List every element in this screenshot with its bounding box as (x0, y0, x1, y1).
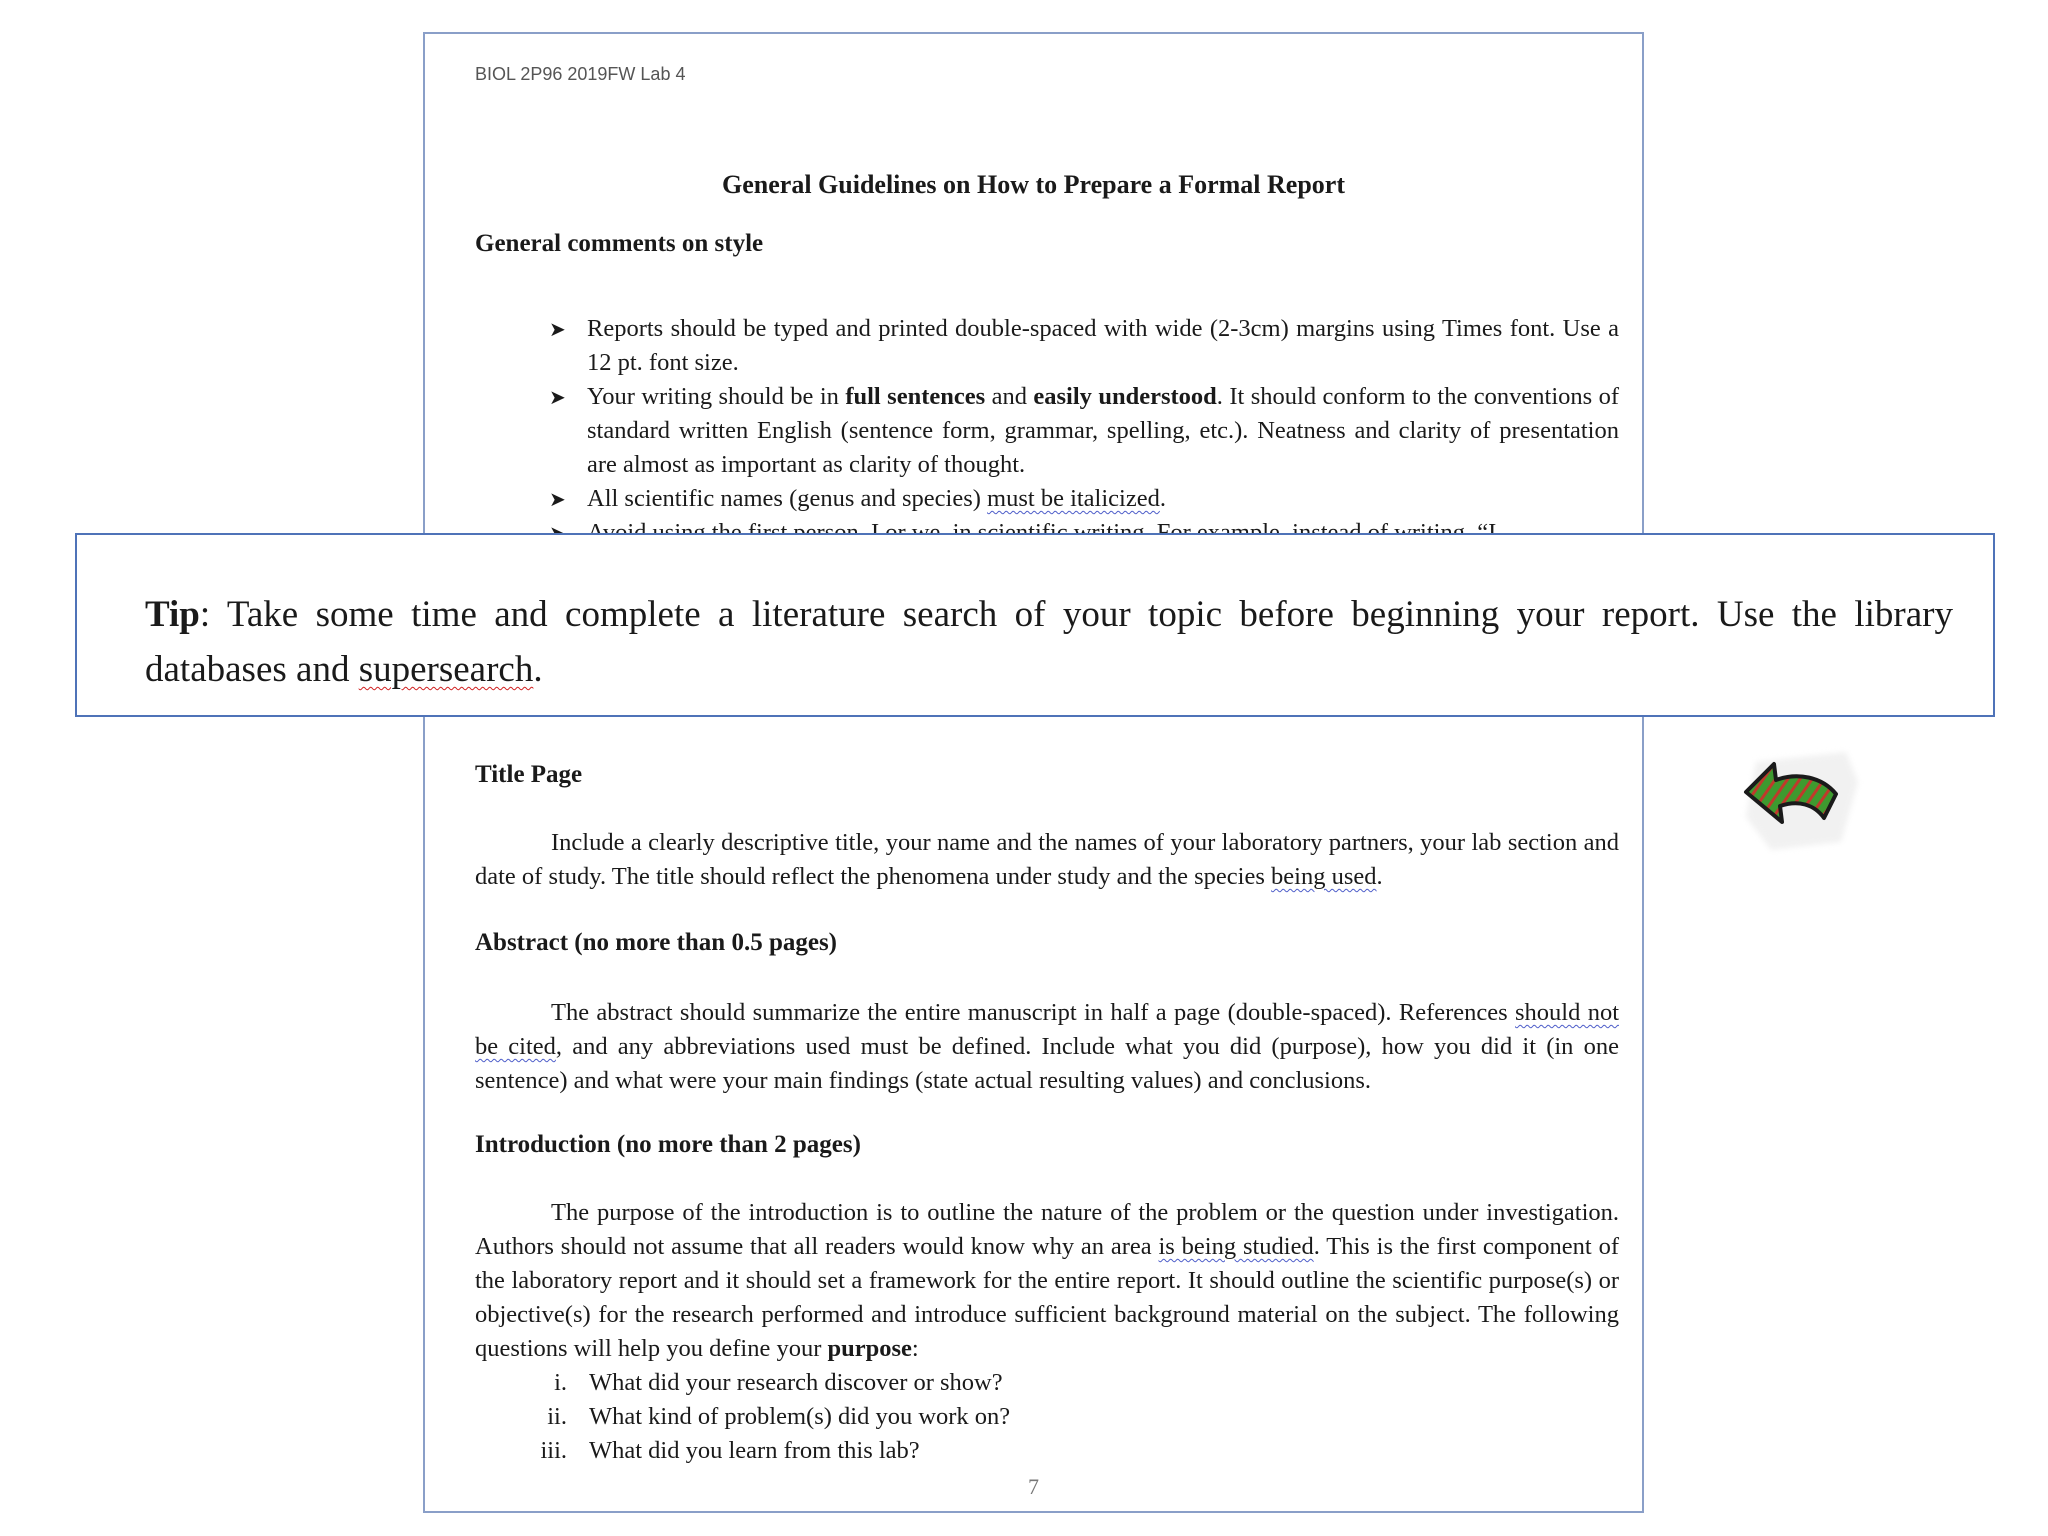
title-page-heading: Title Page (475, 761, 583, 788)
tip-text: : Take some time and complete a literature search of your topic before beginning your report. Use the library databases and (145, 594, 1953, 690)
bullet-text-start: Your writing should be in (587, 383, 846, 410)
grammar-flagged-text: should not be cited (475, 999, 1619, 1060)
purpose-question-list (475, 1366, 1619, 1468)
introduction-paragraph (475, 1196, 1619, 1366)
list-item (549, 312, 1619, 380)
paragraph-text-mid: . This is the first component of the laboratory report and it should set a framework for the entire report. It should outline the scientific purpose(s) or objective(s) for the research performed and introduce sufficient background material on the subject. The following questions will help you define your (475, 1233, 1619, 1362)
bullet-emphasis: full sentences (845, 383, 986, 410)
introduction-heading: Introduction (no more than 2 pages) (475, 1131, 861, 1158)
spelling-flagged-text: supersearch (358, 649, 534, 690)
list-item (475, 1400, 1619, 1434)
curved-back-arrow-graphic (1716, 722, 1866, 872)
style-heading: General comments on style (475, 230, 764, 257)
list-item (549, 482, 1619, 516)
list-item (475, 1366, 1619, 1400)
abstract-heading: Abstract (no more than 0.5 pages) (475, 929, 838, 956)
list-text: What kind of problem(s) did you work on? (589, 1403, 1011, 1430)
paragraph-text: The purpose of the introduction is to outline the nature of the problem or the question under investigation. Authors should not assume that all readers would know why an area (475, 1199, 1619, 1260)
list-item (475, 1434, 1619, 1468)
document-page (423, 32, 1644, 1513)
style-bullet-list (549, 312, 1619, 550)
page-header: BIOL 2P96 2019FW Lab 4 (475, 64, 686, 84)
bullet-emphasis: easily understood (1033, 383, 1217, 410)
title-page-paragraph (475, 826, 1619, 894)
list-text: What did you learn from this lab? (589, 1437, 920, 1464)
bullet-text: Reports should be typed and printed double-spaced with wide (2-3cm) margins using Times font. Use a 12 pt. font size. (587, 315, 1619, 376)
paragraph-text-end: , and any abbreviations used must be defined. Include what you did (purpose), how you did it (in one sentence) and what were your main findings (state actual resulting values) and conclusions. (475, 1033, 1619, 1094)
tip-callout (75, 533, 1995, 717)
list-number: i. (554, 1369, 567, 1396)
paragraph-text-end: . (1376, 863, 1383, 890)
arrowhead-bullet-icon: ➤ (549, 487, 566, 511)
bullet-text-end: . (1159, 485, 1166, 512)
list-item (549, 380, 1619, 482)
paragraph-text: Include a clearly descriptive title, your name and the names of your laboratory partners, your lab section and date of study. The title should reflect the phenomena under study and the species (475, 829, 1619, 890)
arrowhead-bullet-icon: ➤ (549, 385, 566, 409)
grammar-flagged-text: is being studied (1158, 1233, 1314, 1260)
paragraph-text: The abstract should summarize the entire manuscript in half a page (double-spaced). References (551, 999, 1516, 1026)
tip-label: Tip (145, 594, 200, 635)
bullet-text-mid: and (985, 383, 1034, 410)
document-title: General Guidelines on How to Prepare a Formal Report (722, 170, 1345, 199)
list-text: What did your research discover or show? (589, 1369, 1003, 1396)
grammar-flagged-text: must be italicized (987, 485, 1160, 512)
paragraph-emphasis: purpose (827, 1335, 912, 1362)
list-number: ii. (547, 1403, 567, 1430)
grammar-flagged-text: being used (1271, 863, 1377, 890)
page-number: 7 (1028, 1474, 1039, 1499)
paragraph-text-end: : (911, 1335, 919, 1362)
arrowhead-bullet-icon: ➤ (549, 317, 566, 341)
tip-text-end: . (533, 649, 543, 690)
bullet-text-start: All scientific names (genus and species) (587, 485, 988, 512)
list-number: iii. (540, 1437, 567, 1464)
bullet-text-end: . It should conform to the conventions of standard written English (sentence form, grammar, spelling, etc.). Neatness and clarity of presentation are almost as important as clarity of thought. (587, 383, 1620, 478)
abstract-paragraph (475, 996, 1619, 1098)
curved-back-arrow-icon[interactable] (1716, 722, 1866, 872)
